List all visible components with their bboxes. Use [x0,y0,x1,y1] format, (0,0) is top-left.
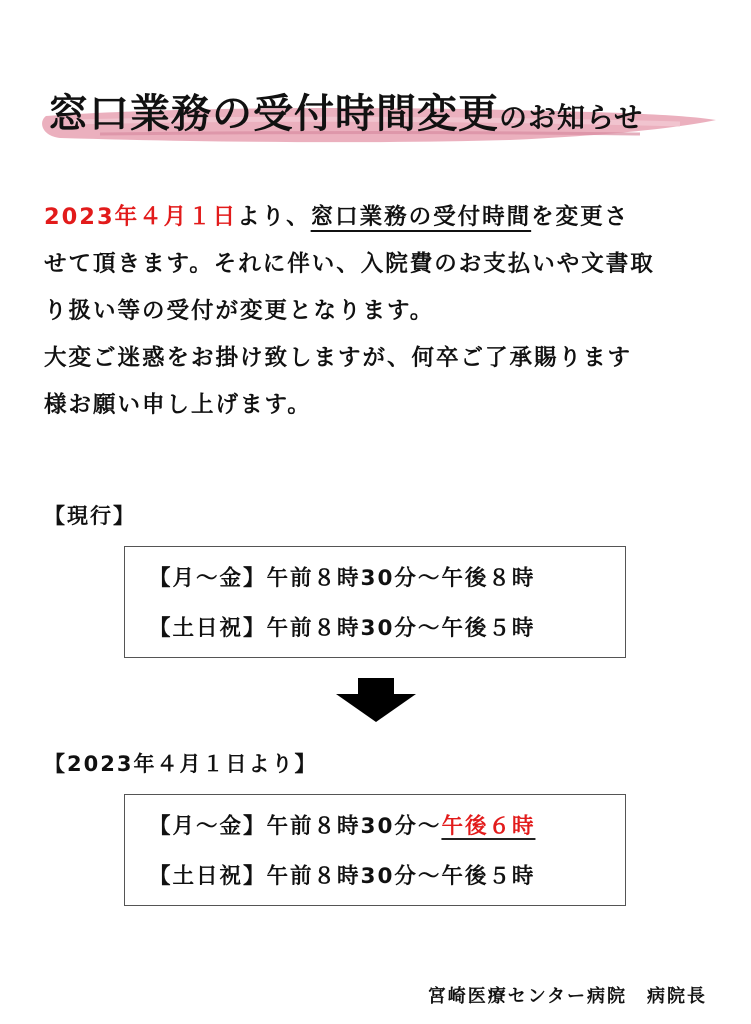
current-hours-label: 【現行】 [44,504,136,528]
title-suffix: のお知らせ [499,101,644,134]
notice-line: 様お願い申し上げます。 [44,392,312,418]
notice-text: より、 [237,204,311,230]
new-hours-box [124,794,626,906]
days-label: 【月～金】 [149,566,267,591]
notice-line: せて頂きます。それに伴い、入院費のお支払いや文書取 [44,251,655,277]
days-label: 【月～金】 [149,814,267,839]
changed-closing-time: 午後６時 [441,814,536,839]
new-weekend-row [149,859,535,890]
current-weekday-row [149,561,535,592]
days-label: 【土日祝】 [149,616,267,641]
notice-paragraph [44,194,716,429]
time-range: 午前８時30分～ [266,814,442,839]
underlined-subject: 窓口業務の受付時間 [310,204,532,230]
page-title [48,82,643,139]
effective-date: 2023年４月１日 [44,204,238,230]
down-arrow-icon [336,678,416,722]
notice-line: り扱い等の受付が変更となります。 [44,298,435,324]
notice-line: 大変ご迷惑をお掛け致しますが、何卒ご了承賜ります [44,345,633,371]
notice-text: を変更さ [531,204,630,230]
title-main: 窓口業務の受付時間変更 [48,91,499,137]
new-hours-label: 【2023年４月１日より】 [44,752,318,776]
current-weekend-row [149,611,535,642]
title-banner [40,70,720,160]
time-range: 午前８時30分～午後８時 [266,566,536,591]
signature: 宮崎医療センター病院 病院長 [427,986,707,1007]
current-hours-box [124,546,626,658]
time-range: 午前８時30分～午後５時 [266,864,536,889]
time-range: 午前８時30分～午後５時 [266,616,536,641]
days-label: 【土日祝】 [149,864,267,889]
new-weekday-row [149,809,535,840]
